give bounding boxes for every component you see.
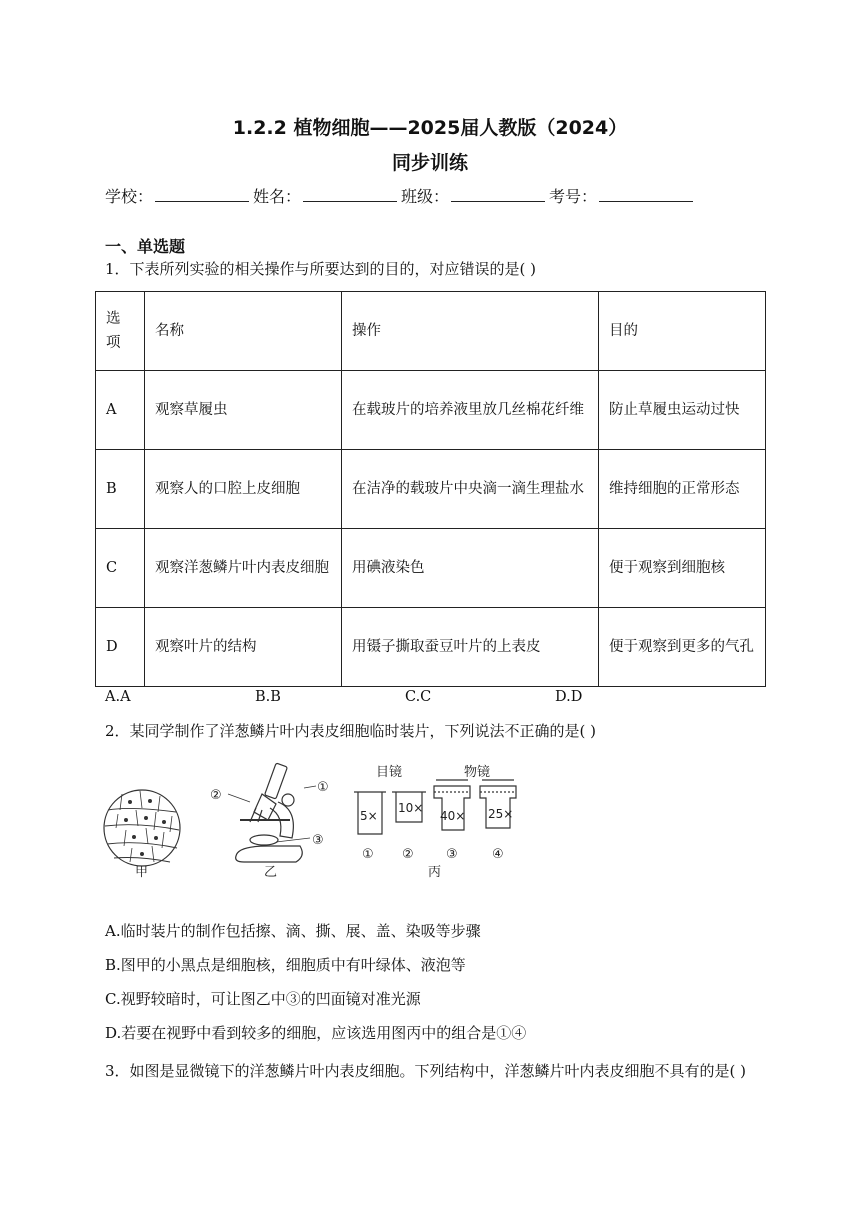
figure-label-jia: 甲 <box>135 865 149 878</box>
table-cell: 观察人的口腔上皮细胞 <box>145 450 342 529</box>
question-2-option-d[interactable]: D.若要在视野中看到较多的细胞，应该选用图丙中的组合是①④ <box>105 1024 527 1042</box>
scope-callout-2: ② <box>210 788 222 803</box>
worksheet-subtitle: 同步训练 <box>391 152 468 174</box>
table-row <box>96 529 766 608</box>
table-cell: 观察洋葱鳞片叶内表皮细胞 <box>145 529 342 608</box>
table-cell: A <box>96 371 145 450</box>
table-cell: C <box>96 529 145 608</box>
table-row <box>96 371 766 450</box>
field-name-blank[interactable] <box>303 185 397 202</box>
lens-number-3: ③ <box>446 847 458 862</box>
table-header-cell: 名称 <box>145 292 342 371</box>
table-header-cell: 选 项 <box>96 292 145 371</box>
question-1-stem: 1．下表所列实验的相关操作与所要达到的目的，对应错误的是( ) <box>105 260 537 278</box>
table-cell: 观察叶片的结构 <box>145 608 342 687</box>
scope-callout-3: ③ <box>312 833 324 848</box>
worksheet-title: 1.2.2 植物细胞——2025届人教版（2024） <box>232 117 628 139</box>
question-2-option-c[interactable]: C.视野较暗时，可让图乙中③的凹面镜对准光源 <box>105 990 421 1008</box>
cell-field-image <box>104 790 180 866</box>
lens-label-3: 40× <box>440 809 466 823</box>
question-2-stem: 2．某同学制作了洋葱鳞片叶内表皮细胞临时装片，下列说法不正确的是( ) <box>105 722 597 740</box>
question-1-table <box>95 291 766 687</box>
table-cell: 防止草履虫运动过快 <box>599 371 766 450</box>
field-school-blank[interactable] <box>155 185 249 202</box>
figure-label-eyepiece: 目镜 <box>376 765 403 780</box>
table-row <box>96 450 766 529</box>
field-class-label: 班级： <box>401 187 450 206</box>
table-cell: 维持细胞的正常形态 <box>599 450 766 529</box>
field-id-label: 考号： <box>549 187 598 206</box>
field-name-label: 姓名： <box>253 187 302 206</box>
table-header-cell: 操作 <box>342 292 599 371</box>
question-3-stem: 3．如图是显微镜下的洋葱鳞片叶内表皮细胞。下列结构中，洋葱鳞片叶内表皮细胞不具有的是( ) <box>105 1062 747 1080</box>
lens-number-2: ② <box>402 847 414 862</box>
question-2-figure <box>100 758 540 878</box>
table-cell: 用碘液染色 <box>342 529 599 608</box>
field-id-blank[interactable] <box>599 185 693 202</box>
choice-d[interactable]: D.D <box>555 689 583 705</box>
table-header-row <box>96 292 766 371</box>
question-2-option-a[interactable]: A.临时装片的制作包括擦、滴、撕、展、盖、染吸等步骤 <box>105 922 481 940</box>
table-cell: 便于观察到细胞核 <box>599 529 766 608</box>
microscope-image <box>228 763 316 862</box>
student-info-row <box>105 184 697 207</box>
lens-label-1: 5× <box>360 809 378 823</box>
choice-c[interactable]: C.C <box>405 689 432 705</box>
choice-b[interactable]: B.B <box>255 689 281 705</box>
section-heading: 一、单选题 <box>105 237 186 256</box>
table-header-cell: 目的 <box>599 292 766 371</box>
field-school-label: 学校： <box>105 187 154 206</box>
table-cell: 用镊子撕取蚕豆叶片的上表皮 <box>342 608 599 687</box>
lens-number-4: ④ <box>492 847 504 862</box>
table-cell: 观察草履虫 <box>145 371 342 450</box>
question-1-choices <box>105 689 705 705</box>
choice-a[interactable]: A.A <box>105 689 131 705</box>
figure-label-objective: 物镜 <box>464 765 491 780</box>
table-row <box>96 608 766 687</box>
lens-number-1: ① <box>362 847 374 862</box>
scope-callout-1: ① <box>317 780 329 795</box>
field-class-blank[interactable] <box>451 185 545 202</box>
table-cell: 便于观察到更多的气孔 <box>599 608 766 687</box>
table-cell: 在洁净的载玻片中央滴一滴生理盐水 <box>342 450 599 529</box>
question-2-option-b[interactable]: B.图甲的小黑点是细胞核，细胞质中有叶绿体、液泡等 <box>105 956 466 974</box>
table-cell: B <box>96 450 145 529</box>
lens-label-2: 10× <box>398 801 424 815</box>
figure-label-yi: 乙 <box>264 865 278 878</box>
table-cell: 在载玻片的培养液里放几丝棉花纤维 <box>342 371 599 450</box>
table-cell: D <box>96 608 145 687</box>
figure-label-bing: 丙 <box>428 865 442 878</box>
lens-label-4: 25× <box>488 807 514 821</box>
